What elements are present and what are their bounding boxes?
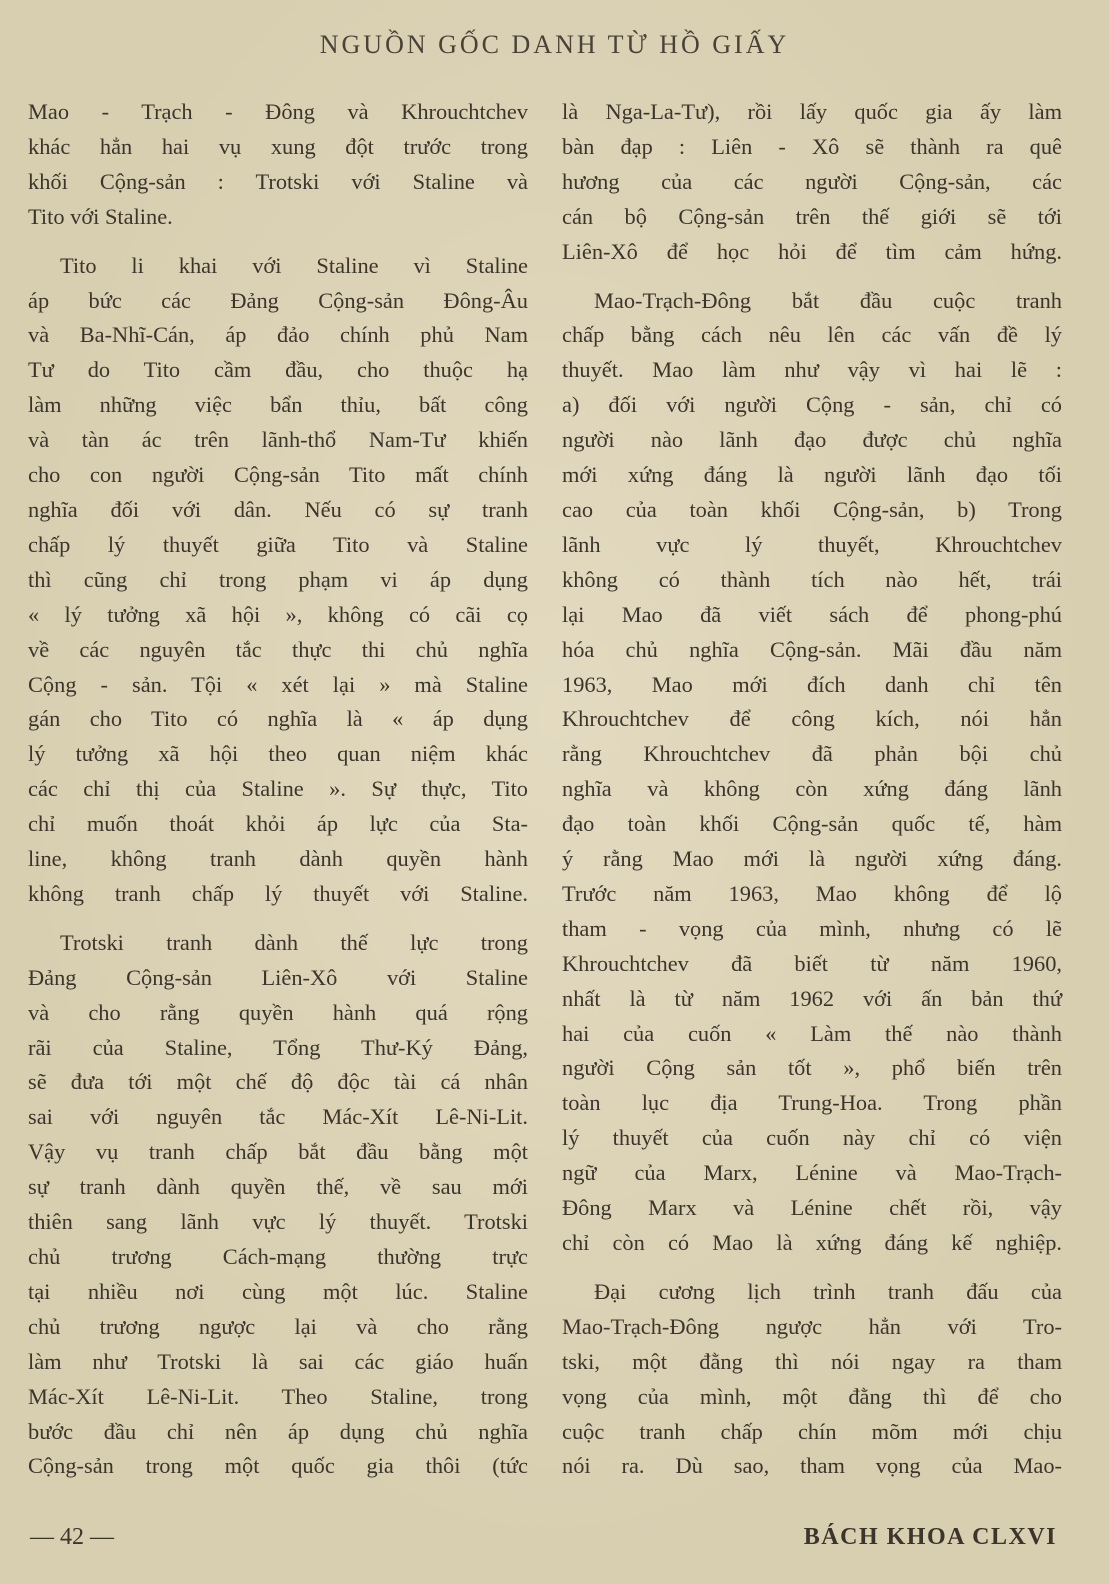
paragraph-left-2 xyxy=(28,249,528,912)
text-line: Đông Marx và Lénine chết rồi, vậy xyxy=(562,1195,1062,1221)
magazine-title: BÁCH KHOA CLXVI xyxy=(803,1524,1057,1550)
text-line: nhất là từ năm 1962 với ấn bản thứ xyxy=(562,985,1062,1011)
text-line: « lý tưởng xã hội », không có cãi cọ xyxy=(28,601,528,627)
text-line: Trước năm 1963, Mao không để lộ xyxy=(562,880,1062,906)
text-line: Đảng Cộng-sản Liên-Xô với Staline xyxy=(28,964,528,990)
text-line: ngữ của Marx, Lénine và Mao-Trạch- xyxy=(562,1160,1062,1186)
text-line: Cộng-sản trong một quốc gia thôi (tức xyxy=(28,1453,528,1479)
text-line: 1963, Mao mới đích danh chỉ tên xyxy=(562,671,1062,697)
text-line: thuyết. Mao làm như vậy vì hai lẽ : xyxy=(562,357,1062,383)
text-line: là Nga-La-Tư), rồi lấy quốc gia ấy làm xyxy=(562,99,1062,124)
text-line: toàn lục địa Trung-Hoa. Trong phần xyxy=(562,1090,1062,1116)
text-line: người nào lãnh đạo được chủ nghĩa xyxy=(562,427,1062,453)
text-line: không tranh chấp lý thuyết với Staline. xyxy=(28,880,528,906)
text-line: không có thành tích nào hết, trái xyxy=(562,566,1062,592)
text-line: nghĩa và không còn xứng đáng lãnh xyxy=(562,776,1062,802)
text-line: gán cho Tito có nghĩa là « áp dụng xyxy=(28,706,528,732)
text-line: Mao - Trạch - Đông và Khrouchtchev xyxy=(28,99,528,124)
text-line: đạo toàn khối Cộng-sản quốc tế, hàm xyxy=(562,811,1062,837)
text-line: Tito với Staline. xyxy=(28,203,173,229)
page-number: — 42 — xyxy=(30,1524,114,1550)
text-line: cho con người Cộng-sản Tito mất chính xyxy=(28,462,528,488)
text-line: bàn đạp : Liên - Xô sẽ thành ra quê xyxy=(562,133,1062,159)
text-line: Tư do Tito cầm đầu, cho thuộc hạ xyxy=(28,357,528,383)
text-line: rãi của Staline, Tổng Thư-Ký Đảng, xyxy=(28,1034,528,1060)
text-line: và tàn ác trên lãnh-thổ Nam-Tư khiến xyxy=(28,427,528,453)
text-line: các chỉ thị của Staline ». Sự thực, Tito xyxy=(28,776,528,802)
text-line: sẽ đưa tới một chế độ độc tài cá nhân xyxy=(28,1069,528,1095)
text-line: thì cũng chỉ trong phạm vi áp dụng xyxy=(28,566,528,592)
left-column xyxy=(28,95,528,1498)
text-line: hai của cuốn « Làm thế nào thành xyxy=(562,1020,1062,1046)
text-line: a) đối với người Cộng - sản, chỉ có xyxy=(562,392,1062,418)
text-line: về các nguyên tắc thực thi chủ nghĩa xyxy=(28,636,528,662)
text-line: làm như Trotski là sai các giáo huấn xyxy=(28,1348,528,1374)
paragraph-right-2 xyxy=(562,284,1062,1261)
text-line: mới xứng đáng là người lãnh đạo tối xyxy=(562,462,1062,488)
text-line: chấp bằng cách nêu lên các vấn đề lý xyxy=(562,322,1062,348)
running-head: NGUỒN GỐC DANH TỪ HỒ GIẤY xyxy=(319,30,790,59)
text-line: Tito li khai với Staline vì Staline xyxy=(60,252,528,278)
text-line: Liên-Xô để học hỏi để tìm cảm hứng. xyxy=(562,238,1062,264)
text-line: người Cộng sản tốt », phổ biến trên xyxy=(562,1055,1062,1081)
text-line: Khrouchtchev để công kích, nói hẳn xyxy=(562,706,1062,732)
text-line: cuộc tranh chấp chín mõm mới chịu xyxy=(562,1418,1062,1444)
text-line: sai với nguyên tắc Mác-Xít Lê-Ni-Lit. xyxy=(28,1104,528,1130)
text-line: tham - vọng của mình, nhưng có lẽ xyxy=(562,915,1062,941)
text-line: Trotski tranh dành thế lực trong xyxy=(60,929,528,955)
text-line: cán bộ Cộng-sản trên thế giới sẽ tới xyxy=(562,203,1062,229)
text-line: lại Mao đã viết sách để phong-phú xyxy=(562,601,1062,627)
text-line: chỉ muốn thoát khỏi áp lực của Sta- xyxy=(28,811,528,837)
paragraph-left-1 xyxy=(28,95,528,235)
text-line: nói ra. Dù sao, tham vọng của Mao- xyxy=(562,1453,1062,1479)
paragraph-left-3 xyxy=(28,926,528,1485)
text-line: lý tưởng xã hội theo quan niệm khác xyxy=(28,741,528,767)
text-line: chỉ còn có Mao là xứng đáng kế nghiệp. xyxy=(562,1230,1062,1255)
text-line: nghĩa đối với dân. Nếu có sự tranh xyxy=(28,496,528,522)
text-line: khối Cộng-sản : Trotski với Staline và xyxy=(28,168,528,194)
text-line: làm những việc bẩn thỉu, bất công xyxy=(28,392,528,418)
text-line: và Ba-Nhĩ-Cán, áp đảo chính phủ Nam xyxy=(28,322,528,348)
text-line: rằng Khrouchtchev đã phản bội chủ xyxy=(562,741,1062,767)
text-line: Cộng - sản. Tội « xét lại » mà Staline xyxy=(28,671,528,697)
text-line: line, không tranh dành quyền hành xyxy=(28,846,528,872)
text-line: khác hẳn hai vụ xung đột trước trong xyxy=(28,133,528,159)
text-line: lãnh vực lý thuyết, Khrouchtchev xyxy=(562,531,1062,557)
text-line: tại nhiều nơi cùng một lúc. Staline xyxy=(28,1278,528,1304)
text-line: chủ trương ngược lại và cho rằng xyxy=(28,1313,528,1339)
text-line: Mao-Trạch-Đông ngược hẳn với Tro- xyxy=(562,1313,1062,1339)
text-line: Vậy vụ tranh chấp bắt đầu bằng một xyxy=(28,1139,528,1165)
paragraph-right-3 xyxy=(562,1275,1062,1484)
text-line: vọng của mình, một đằng thì để cho xyxy=(562,1383,1062,1409)
text-line: cao của toàn khối Cộng-sản, b) Trong xyxy=(562,496,1062,522)
right-column xyxy=(562,95,1062,1498)
text-line: hóa chủ nghĩa Cộng-sản. Mãi đầu năm xyxy=(562,636,1062,662)
text-line: bước đầu chỉ nên áp dụng chủ nghĩa xyxy=(28,1418,528,1444)
text-line: tski, một đằng thì nói ngay ra tham xyxy=(562,1348,1062,1374)
text-line: hương của các người Cộng-sản, các xyxy=(562,168,1062,194)
text-line: chấp lý thuyết giữa Tito và Staline xyxy=(28,531,528,557)
text-line: lý thuyết của cuốn này chỉ có viện xyxy=(562,1125,1062,1151)
text-line: Mác-Xít Lê-Ni-Lit. Theo Staline, trong xyxy=(28,1383,528,1409)
text-line: thiên sang lãnh vực lý thuyết. Trotski xyxy=(28,1209,528,1235)
text-line: Khrouchtchev đã biết từ năm 1960, xyxy=(562,950,1062,976)
text-line: sự tranh dành quyền thế, về sau mới xyxy=(28,1174,528,1200)
paragraph-right-1 xyxy=(562,95,1062,270)
text-line: chủ trương Cách-mạng thường trực xyxy=(28,1244,528,1269)
text-line: ý rằng Mao mới là người xứng đáng. xyxy=(562,846,1062,872)
text-line: Đại cương lịch trình tranh đấu của xyxy=(594,1278,1062,1304)
text-line: và cho rằng quyền hành quá rộng xyxy=(28,999,528,1025)
text-line: Mao-Trạch-Đông bắt đầu cuộc tranh xyxy=(594,287,1062,313)
text-line: áp bức các Đảng Cộng-sản Đông-Âu xyxy=(28,287,528,313)
